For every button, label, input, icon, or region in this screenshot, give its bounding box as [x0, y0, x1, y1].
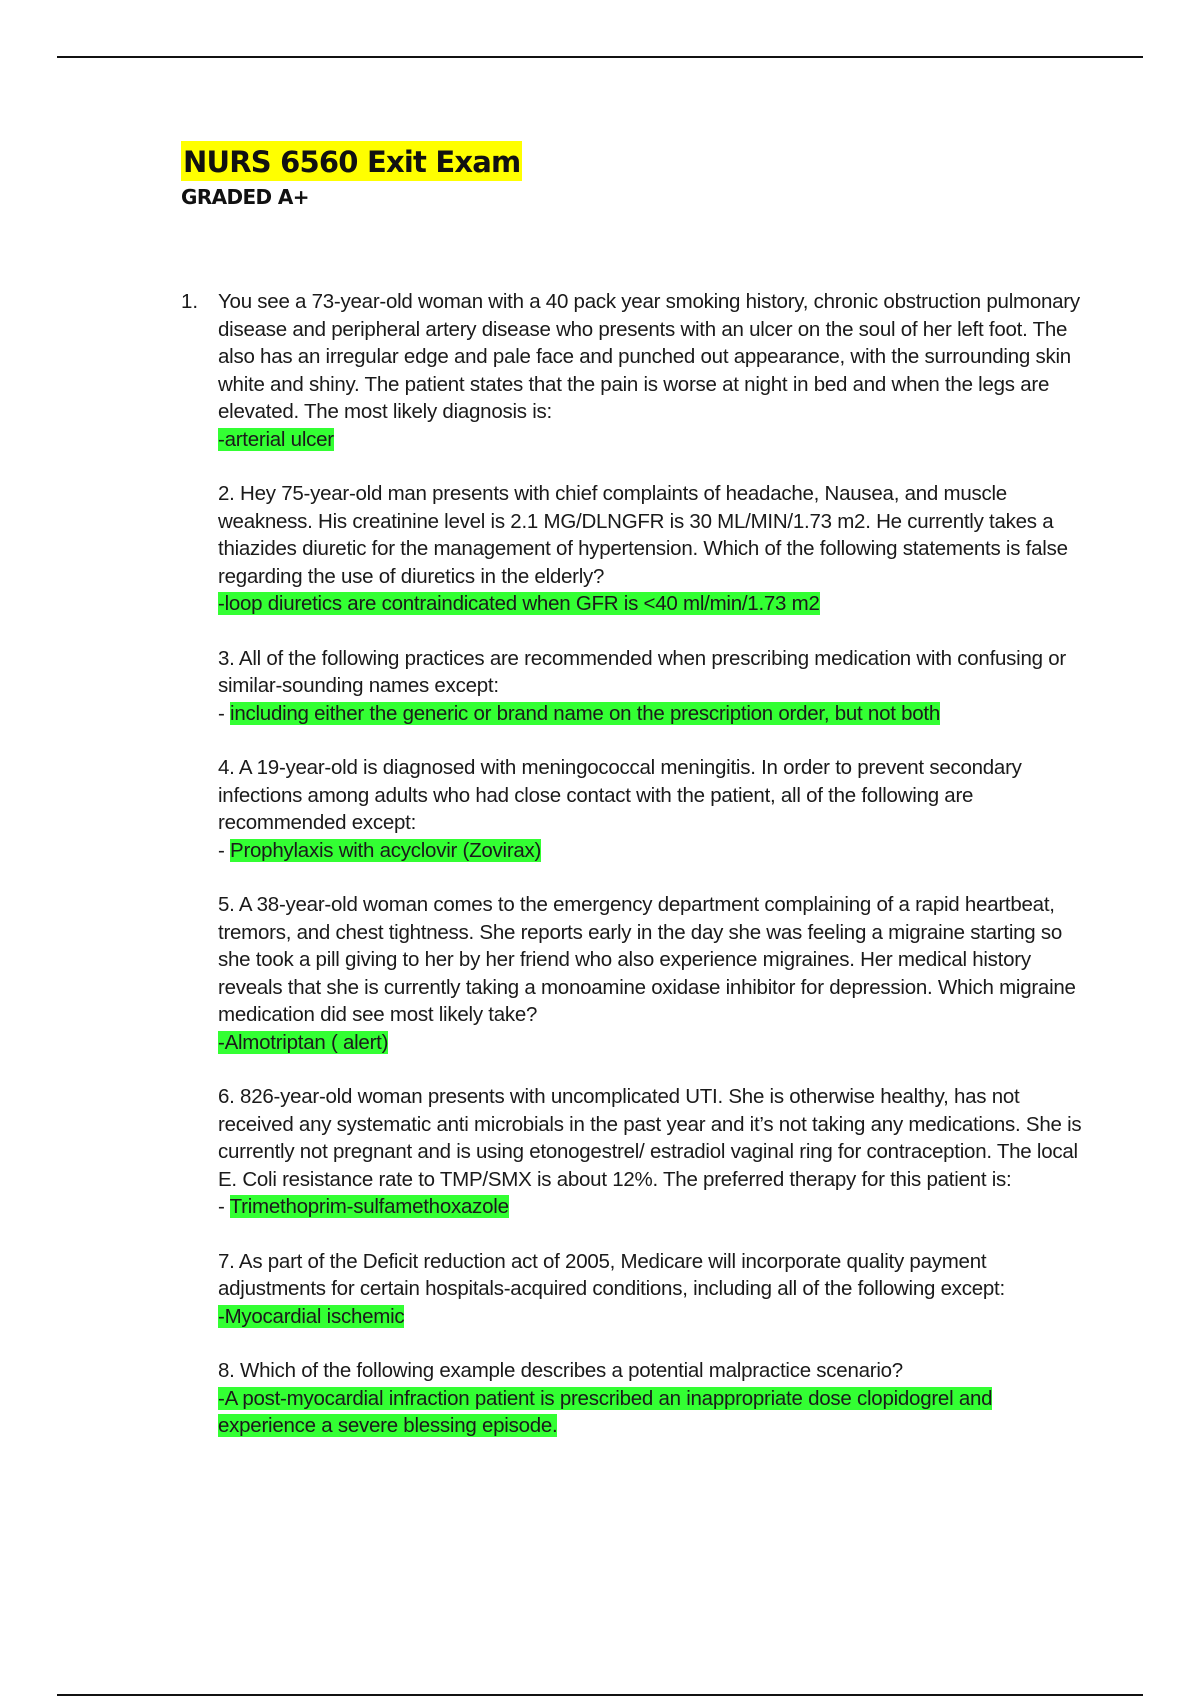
document-subtitle: GRADED A+	[181, 185, 309, 209]
question-item	[181, 480, 1086, 618]
question-item	[181, 645, 1086, 728]
answer-line	[218, 1193, 1086, 1221]
highlighted-answer: -A post-myocardial infraction patient is prescribed an inappropriate dose clopidogrel and experience a severe blessing episode.	[218, 1386, 993, 1437]
answer-line	[218, 1303, 1086, 1331]
top-rule	[57, 56, 1143, 58]
question-item	[181, 754, 1086, 864]
question-text: 5. A 38-year-old woman comes to the emergency department complaining of a rapid heartbeat, tremors, and chest tightness. She reports early in the day she was feeling a migraine starting so she took a pill giving to her by her friend who also experience migraines. Her medical history reveals that she is currently taking a monoamine oxidase inhibitor for depression. Which migraine medication did see most likely take?	[218, 893, 1076, 1026]
highlighted-answer: including either the generic or brand name on the prescription order, but not both	[230, 701, 941, 725]
question-number: 1.	[181, 290, 199, 313]
question-list	[181, 288, 1086, 1467]
answer-prefix: -	[218, 1195, 230, 1218]
answer-line	[218, 1029, 1086, 1057]
question-item	[181, 1357, 1086, 1440]
question-text: 7. As part of the Deficit reduction act of 2005, Medicare will incorporate quality payment adjustments for certain hospitals-acquired conditions, including all of the following except:	[218, 1249, 1005, 1300]
answer-prefix: -	[218, 838, 231, 862]
highlighted-answer: -loop diuretics are contraindicated when GFR is <40 ml/min/1.73 m2	[218, 592, 820, 615]
answer-line	[218, 700, 1086, 728]
answer-prefix: -	[218, 701, 231, 725]
highlighted-answer: Trimethoprim-sulfamethoxazole	[229, 1195, 509, 1218]
question-text: 3. All of the following practices are recommended when prescribing medication with confusing or similar-sounding names except:	[218, 646, 1066, 697]
highlighted-answer: -arterial ulcer	[218, 427, 334, 451]
question-item	[181, 891, 1086, 1056]
document-title: NURS 6560 Exit Exam	[181, 141, 522, 181]
highlighted-answer: -Myocardial ischemic	[218, 1304, 405, 1328]
answer-line	[218, 1385, 1086, 1440]
question-item	[181, 288, 1086, 453]
bottom-rule	[57, 1694, 1143, 1696]
answer-line	[218, 837, 1086, 865]
question-text: 6. 826-year-old woman presents with uncomplicated UTI. She is otherwise healthy, has not received any systematic anti microbials in the past year and it’s not taking any medications. She is currently not pregnant and is using etonogestrel/ estradiol vaginal ring for contraception. The local E. Coli resistance rate to TMP/SMX is about 12%. The preferred therapy for this patient is:	[218, 1085, 1082, 1191]
question-text: 4. A 19-year-old is diagnosed with meningococcal meningitis. In order to prevent secondary infections among adults who had close contact with the patient, all of the following are recommended except:	[218, 756, 1022, 834]
highlighted-answer: -Almotriptan ( alert)	[218, 1030, 389, 1054]
question-item	[181, 1248, 1086, 1331]
highlighted-answer: Prophylaxis with acyclovir (Zovirax)	[230, 838, 542, 862]
answer-line	[218, 426, 1086, 454]
document-header	[181, 141, 522, 209]
question-text: 2. Hey 75-year-old man presents with chief complaints of headache, Nausea, and muscle weakness. His creatinine level is 2.1 MG/DLNGFR is 30 ML/MIN/1.73 m2. He currently takes a thiazides diuretic for the management of hypertension. Which of the following statements is false regarding the use of diuretics in the elderly?	[218, 482, 1068, 588]
question-item	[181, 1083, 1086, 1221]
question-text: You see a 73-year-old woman with a 40 pack year smoking history, chronic obstruction pulmonary disease and peripheral artery disease who presents with an ulcer on the soul of her left foot. The also has an irregular edge and pale face and punched out appearance, with the surrounding skin white and shiny. The patient states that the pain is worse at night in bed and when the legs are elevated. The most likely diagnosis is:	[218, 290, 1080, 423]
answer-line	[218, 590, 1086, 618]
question-text: 8. Which of the following example describes a potential malpractice scenario?	[218, 1359, 903, 1382]
